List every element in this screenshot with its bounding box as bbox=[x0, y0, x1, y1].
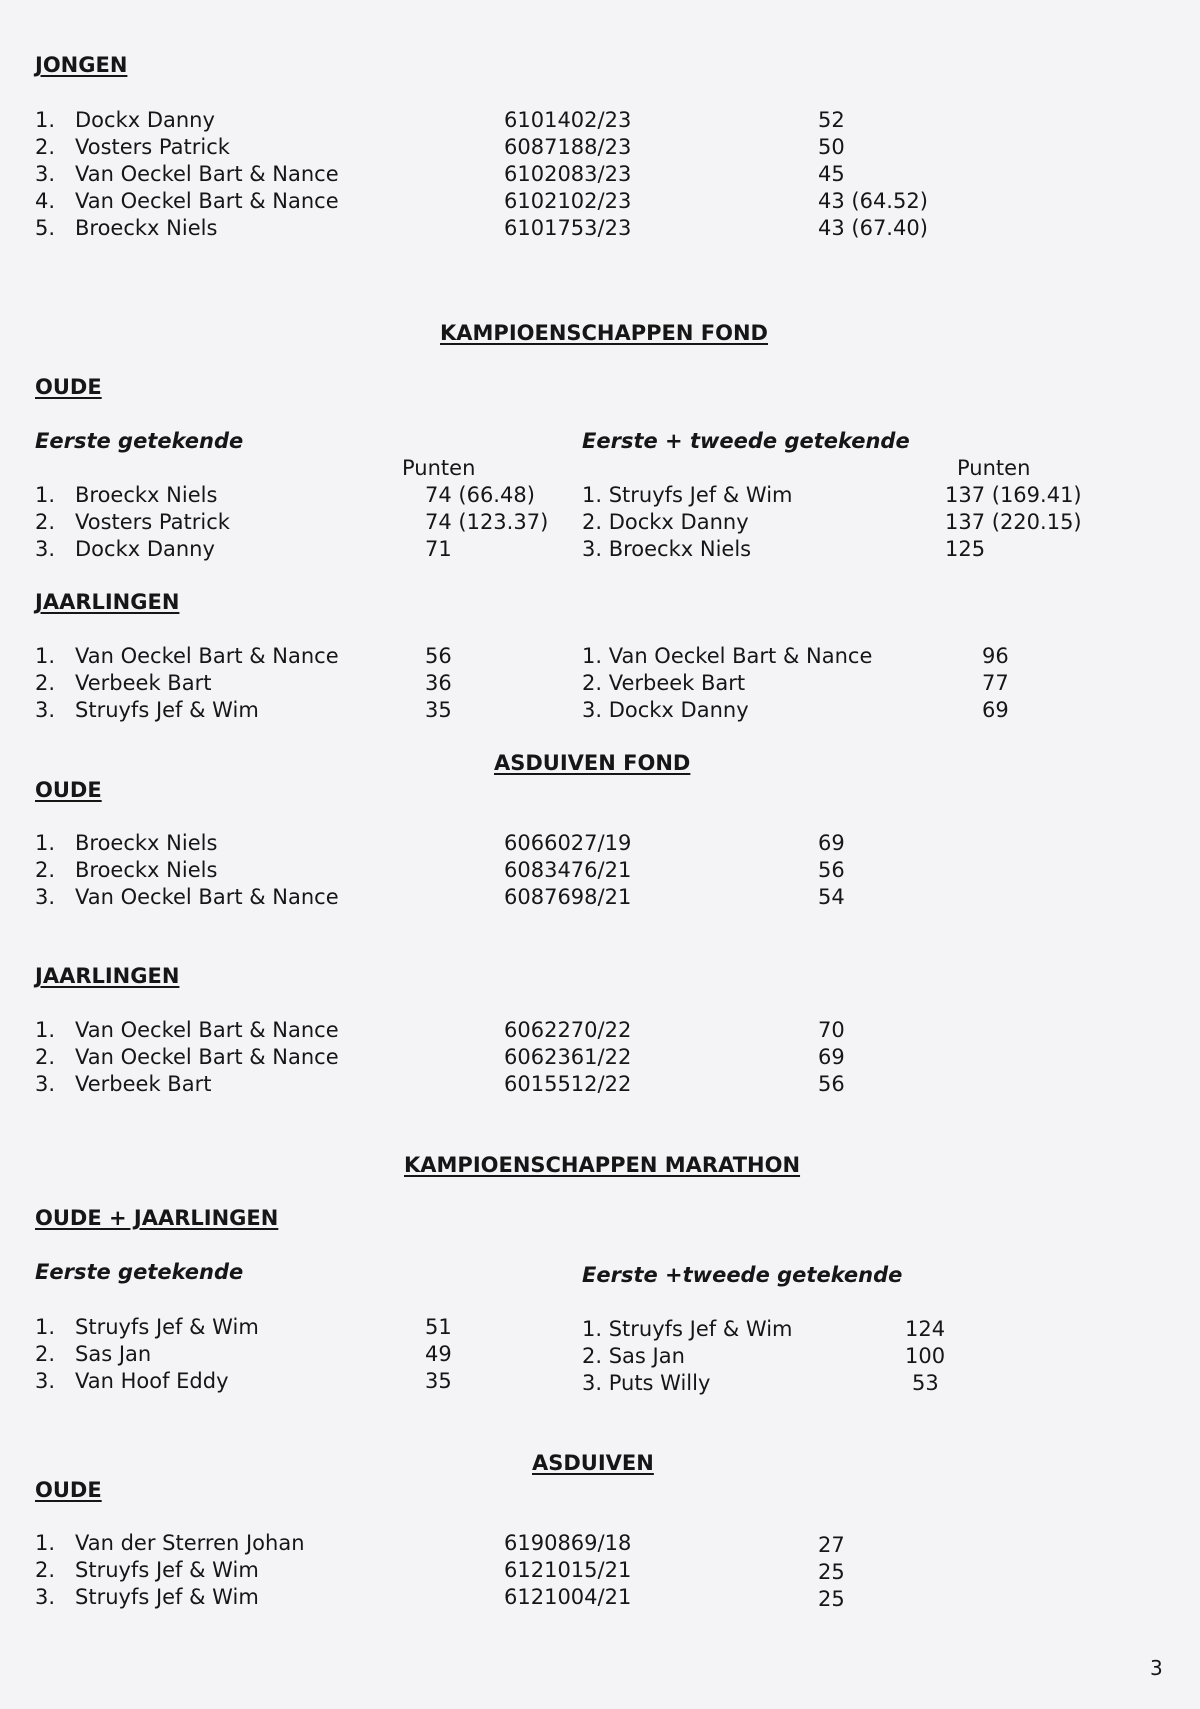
points: 25 bbox=[818, 1560, 845, 1584]
ring-number: 6102102/23 bbox=[504, 189, 632, 213]
points: 74 (66.48) bbox=[425, 483, 535, 507]
ring-number: 6121015/21 bbox=[504, 1558, 632, 1582]
ring-number: 6062361/22 bbox=[504, 1045, 632, 1069]
table-row: 3. Dockx Danny bbox=[582, 698, 749, 722]
table-row: 1. Van der Sterren Johan bbox=[35, 1531, 305, 1555]
subheader-eerste-tweede-getekende: Eerste + tweede getekende bbox=[582, 429, 910, 453]
table-row: 2. Dockx Danny bbox=[582, 510, 749, 534]
points: 69 bbox=[818, 1045, 845, 1069]
page-number: 3 bbox=[1150, 1656, 1163, 1680]
punten-label: Punten bbox=[402, 456, 476, 480]
table-row: 5. Broeckx Niels bbox=[35, 216, 218, 240]
table-row: 2. Verbeek Bart bbox=[582, 671, 746, 695]
subheader-eerste-getekende: Eerste getekende bbox=[35, 429, 244, 453]
ring-number: 6083476/21 bbox=[504, 858, 632, 882]
table-row: 3. Van Hoof Eddy bbox=[35, 1369, 229, 1393]
section-title-asduiven: ASDUIVEN bbox=[532, 1451, 654, 1475]
points: 125 bbox=[945, 537, 986, 561]
subheader-eerste-tweede-getekende: Eerste +tweede getekende bbox=[582, 1263, 903, 1287]
section-header-oude: OUDE bbox=[35, 778, 102, 802]
section-header-jaarlingen: JAARLINGEN bbox=[35, 964, 180, 988]
table-row: 1. Van Oeckel Bart & Nance bbox=[35, 1018, 339, 1042]
ring-number: 6190869/18 bbox=[504, 1531, 632, 1555]
table-row: 1. Broeckx Niels bbox=[35, 483, 218, 507]
section-header-jongen: JONGEN bbox=[35, 53, 128, 77]
table-row: 2. Vosters Patrick bbox=[35, 135, 230, 159]
points: 77 bbox=[982, 671, 1009, 695]
points: 51 bbox=[425, 1315, 452, 1339]
table-row: 2. Sas Jan bbox=[35, 1342, 152, 1366]
points: 71 bbox=[425, 537, 452, 561]
table-row: 1. Dockx Danny bbox=[35, 108, 215, 132]
subheader-eerste-getekende: Eerste getekende bbox=[35, 1260, 244, 1284]
points: 69 bbox=[818, 831, 845, 855]
section-title-asduiven-fond: ASDUIVEN FOND bbox=[494, 751, 691, 775]
points: 124 bbox=[905, 1317, 946, 1341]
points: 137 (169.41) bbox=[945, 483, 1082, 507]
table-row: 1. Broeckx Niels bbox=[35, 831, 218, 855]
section-header-oude: OUDE bbox=[35, 1478, 102, 1502]
points: 43 (64.52) bbox=[818, 189, 928, 213]
points: 50 bbox=[818, 135, 845, 159]
table-row: 3. Verbeek Bart bbox=[35, 1072, 212, 1096]
table-row: 1. Struyfs Jef & Wim bbox=[35, 1315, 259, 1339]
table-row: 2. Sas Jan bbox=[582, 1344, 685, 1368]
ring-number: 6121004/21 bbox=[504, 1585, 632, 1609]
points: 74 (123.37) bbox=[425, 510, 549, 534]
points: 45 bbox=[818, 162, 845, 186]
table-row: 3. Puts Willy bbox=[582, 1371, 711, 1395]
points: 52 bbox=[818, 108, 845, 132]
points: 70 bbox=[818, 1018, 845, 1042]
ring-number: 6062270/22 bbox=[504, 1018, 632, 1042]
table-row: 2. Verbeek Bart bbox=[35, 671, 212, 695]
table-row: 1. Van Oeckel Bart & Nance bbox=[582, 644, 873, 668]
table-row: 3. Van Oeckel Bart & Nance bbox=[35, 885, 339, 909]
points: 56 bbox=[818, 858, 845, 882]
points: 49 bbox=[425, 1342, 452, 1366]
points: 35 bbox=[425, 698, 452, 722]
section-header-oude: OUDE bbox=[35, 375, 102, 399]
points: 100 bbox=[905, 1344, 946, 1368]
points: 69 bbox=[982, 698, 1009, 722]
ring-number: 6066027/19 bbox=[504, 831, 632, 855]
table-row: 4. Van Oeckel Bart & Nance bbox=[35, 189, 339, 213]
points: 43 (67.40) bbox=[818, 216, 928, 240]
points: 25 bbox=[818, 1587, 845, 1611]
table-row: 1. Struyfs Jef & Wim bbox=[582, 483, 793, 507]
table-row: 1. Struyfs Jef & Wim bbox=[582, 1317, 793, 1341]
points: 137 (220.15) bbox=[945, 510, 1082, 534]
table-row: 3. Broeckx Niels bbox=[582, 537, 752, 561]
points: 27 bbox=[818, 1533, 845, 1557]
ring-number: 6087698/21 bbox=[504, 885, 632, 909]
ring-number: 6015512/22 bbox=[504, 1072, 632, 1096]
table-row: 2. Van Oeckel Bart & Nance bbox=[35, 1045, 339, 1069]
points: 35 bbox=[425, 1369, 452, 1393]
table-row: 1. Van Oeckel Bart & Nance bbox=[35, 644, 339, 668]
ring-number: 6102083/23 bbox=[504, 162, 632, 186]
section-title-kampioenschappen-fond: KAMPIOENSCHAPPEN FOND bbox=[440, 321, 768, 345]
table-row: 2. Vosters Patrick bbox=[35, 510, 230, 534]
points: 56 bbox=[818, 1072, 845, 1096]
table-row: 3. Dockx Danny bbox=[35, 537, 215, 561]
ring-number: 6101402/23 bbox=[504, 108, 632, 132]
ring-number: 6101753/23 bbox=[504, 216, 632, 240]
punten-label: Punten bbox=[957, 456, 1031, 480]
table-row: 3. Struyfs Jef & Wim bbox=[35, 1585, 259, 1609]
section-header-jaarlingen: JAARLINGEN bbox=[35, 590, 180, 614]
ring-number: 6087188/23 bbox=[504, 135, 632, 159]
points: 54 bbox=[818, 885, 845, 909]
table-row: 2. Broeckx Niels bbox=[35, 858, 218, 882]
section-title-kampioenschappen-marathon: KAMPIOENSCHAPPEN MARATHON bbox=[404, 1153, 801, 1177]
points: 56 bbox=[425, 644, 452, 668]
points: 53 bbox=[912, 1371, 939, 1395]
table-row: 3. Van Oeckel Bart & Nance bbox=[35, 162, 339, 186]
table-row: 3. Struyfs Jef & Wim bbox=[35, 698, 259, 722]
section-header-oude-jaarlingen: OUDE + JAARLINGEN bbox=[35, 1206, 279, 1230]
table-row: 2. Struyfs Jef & Wim bbox=[35, 1558, 259, 1582]
points: 96 bbox=[982, 644, 1009, 668]
points: 36 bbox=[425, 671, 452, 695]
